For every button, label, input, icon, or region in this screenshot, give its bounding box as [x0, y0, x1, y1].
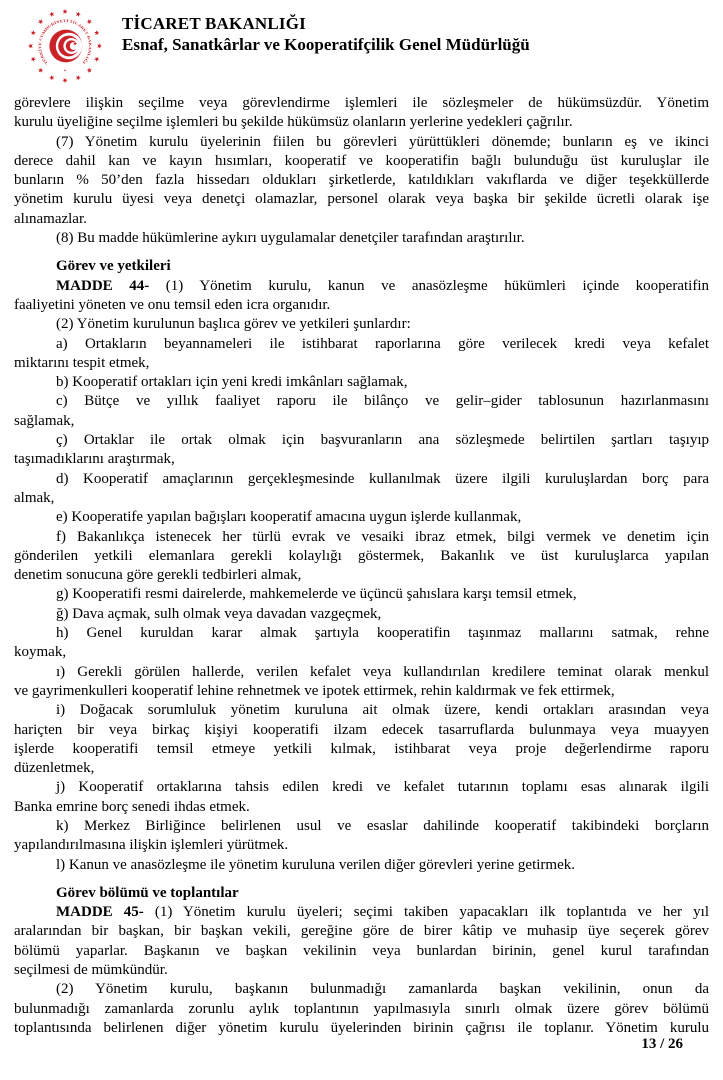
- ministry-name: TİCARET BAKANLIĞI: [122, 14, 306, 33]
- paragraph: e) Kooperatife yapılan bağışları kooperatif amacına uygun işlerde kullanmak,: [56, 509, 522, 526]
- paragraph: i) Doğacak sorumluluk yönetim kuruluna ait olmak üzere, kendi ortakları arasından veya hariçten bir veya birkaç kişiyi kooperatifi ilzam edecek tasarruflarda bulunmaya veya muayyen işlerde kooperatifi temsil etmeye yetkili kılmak, istihbarat veya proje değerlendirme raporu düzenletmek,: [14, 702, 709, 777]
- paragraph: ç) Ortaklar ile ortak olmak için başvuranların ana sözleşmede belirtilen şartları taşıyıp taşımadıklarını araştırmak,: [14, 432, 709, 468]
- paragraph: a) Ortakların beyannameleri ile istihbarat raporlarına göre verilecek kredi veya kefalet miktarını tespit etmek,: [14, 335, 709, 371]
- page-number: 13 / 26: [641, 1036, 683, 1052]
- department-name: Esnaf, Sanatkârlar ve Kooperatifçilik Genel Müdürlüğü: [122, 35, 530, 54]
- paragraph: l) Kanun ve anasözleşme ile yönetim kuruluna verilen diğer görevleri yerine getirmek.: [56, 856, 575, 873]
- paragraph: d) Kooperatif amaçlarının gerçekleşmesinde kullanılmak üzere ilgili kuruluşlardan borç para almak,: [14, 470, 709, 506]
- ministry-of-trade-emblem-icon: [25, 6, 105, 86]
- paragraph: b) Kooperatif ortakları için yeni kredi imkânları sağlamak,: [56, 374, 408, 391]
- paragraph: f) Bakanlıkça istenecek her türlü evrak ve vesaiki ibraz etmek, bilgi vermek ve denetim için gönderilen yetkili elemanlara gerekli kolaylığı göstermek, Bakanlık ve üst kuruluşlarca yapılan denetim sonucuna göre gerekli tedbirleri almak,: [14, 528, 709, 584]
- paragraph: (8) Bu madde hükümlerine aykırı uygulamalar denetçiler tarafından araştırılır.: [56, 230, 525, 247]
- paragraph: görevlere ilişkin seçilme veya görevlendirme işlemleri ile sözleşmeler de hükümsüzdür. Yönetim kurulu üyeliğine seçilme işlemleri bu şekilde hükümsüz olanların yerlerine yedekleri çağrılır.: [14, 95, 709, 131]
- document-header: [0, 0, 723, 92]
- section-heading: Görev bölümü ve toplantılar: [56, 884, 239, 901]
- paragraph: c) Bütçe ve yıllık faaliyet raporu ile bilânço ve gelir–gider tablosunun hazırlanmasını sağlamak,: [14, 393, 709, 429]
- paragraph: ı) Gerekli görülen hallerde, verilen kefalet veya kullandırılan kredilere teminat olarak menkul ve gayrimenkulleri kooperatif lehine rehnetmek ve ipotek ettirmek, rehin kaldırmak ve fek ettirmek,: [14, 663, 709, 699]
- paragraph: g) Kooperatifi resmi dairelerde, mahkemelerde ve üçüncü şahıslara karşı temsil etmek,: [56, 586, 577, 603]
- header-titles: [122, 13, 530, 55]
- paragraph: j) Kooperatif ortaklarına tahsis edilen kredi ve kefalet tutarının toplamı esas alınarak ilgili Banka emrine borç senedi ihdas etmek.: [14, 779, 709, 815]
- paragraph: (7) Yönetim kurulu üyelerinin fiilen bu görevleri yürüttükleri dönemde; bunların eş ve ikinci derece dahil kan ve kayın hısımları, kooperatif ve kooperatifin bağlı bulunduğu üst kuruluşlar ile bunların % 50’den fazla hissedarı oldukları şirketlerde, katıldıkları vakıflarda ve diğer teşekküllerde yönetim kurulu üyesi veya denetçi olamazlar, personel olarak veya başka bir şekilde ücretli olarak işe alınamazlar.: [14, 133, 709, 227]
- document-body: [14, 94, 709, 1038]
- emblem-ring-text: TÜRKİYE CUMHURİYETİ TİCARET BAKANLIĞI: [37, 18, 93, 66]
- paragraph: MADDE 44- (1) Yönetim kurulu, kanun ve anasözleşme hükümleri içinde kooperatifin faaliyetini yöneten ve onu temsil eden icra organıdır.: [14, 277, 709, 313]
- paragraph: MADDE 45- (1) Yönetim kurulu üyeleri; seçimi takiben yapacakları ilk toplantıda ve her yıl aralarından bir başkan, bir başkan vekili, gereğine göre de birer kâtip ve muhasip üye seçerek görev bölümü yaparlar. Başkanın ve başkan vekilinin veya bunlardan birinin, genel kurul tarafından seçilmesi de mümkündür.: [14, 904, 710, 979]
- paragraph: (2) Yönetim kurulunun başlıca görev ve yetkileri şunlardır:: [56, 316, 411, 333]
- paragraph: k) Merkez Birliğince belirlenen usul ve esaslar dahilinde kooperatif takibindeki borçların yapılandırılmasına ilişkin işlemleri yürütmek.: [14, 817, 709, 854]
- paragraph: h) Genel kuruldan karar almak şartıyla kooperatifin taşınmaz mallarını satmak, rehne koymak,: [14, 625, 709, 661]
- paragraph: (2) Yönetim kurulu, başkanın bulunmadığı zamanlarda başkan vekilinin, onun da bulunmadığı zamanlarda zorunlu aylık toplantının yapılmasıyla sınırlı olmak üzere görev bölümü toplantısında belirlenen diğer yönetim kurulu üyelerinden birinin çağrısı ile toplanır. Yönetim kurulu: [14, 981, 709, 1036]
- paragraph: ğ) Dava açmak, sulh olmak veya davadan vazgeçmek,: [56, 605, 382, 622]
- section-heading: Görev ve yetkileri: [56, 258, 171, 275]
